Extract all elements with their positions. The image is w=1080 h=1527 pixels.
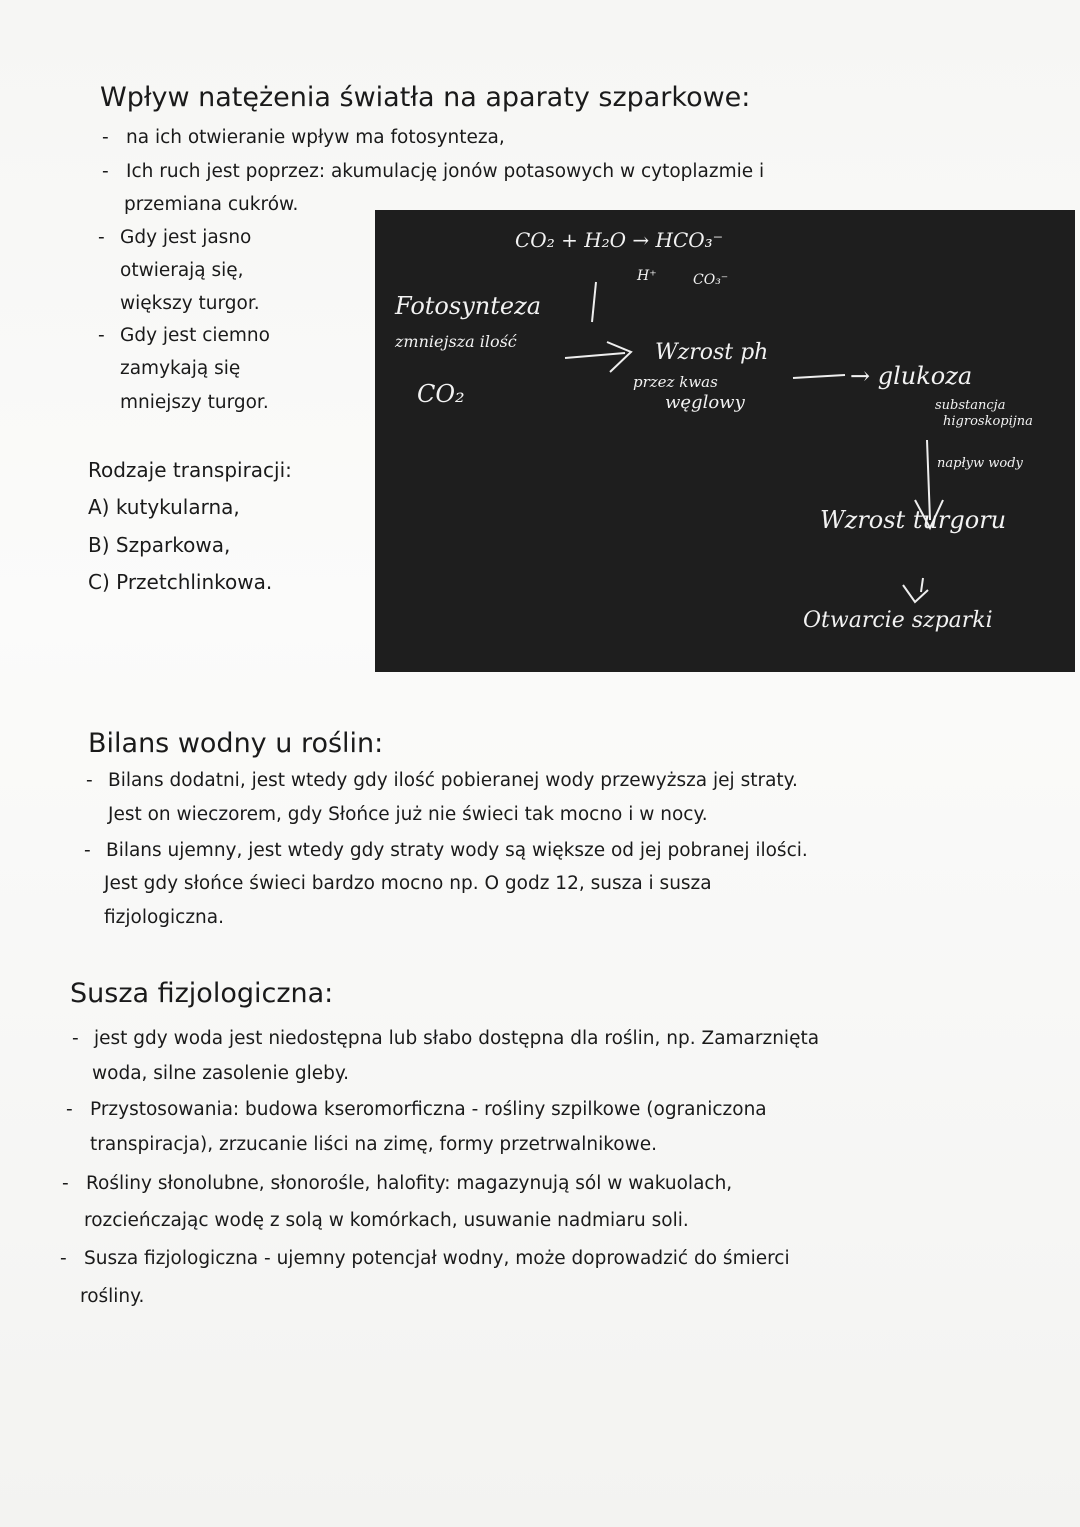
light-text: większy turgor. [120,293,260,314]
transpiration-item: C) Przetchlinkowa. [88,570,273,594]
board-otwarcie: Otwarcie szparki [803,608,993,633]
dark-text: Gdy jest ciemno [120,325,270,346]
drought-line: Przystosowania: budowa kseromorficzna - rośliny szpilkowe (ograniczona [90,1099,767,1120]
dark-text: zamykają się [120,358,241,379]
drought-line: jest gdy woda jest niedostępna lub słabo dostępna dla roślin, np. Zamarznięta [94,1028,820,1049]
bullet-dash: - [72,1028,79,1049]
bullet-dash: - [102,161,109,182]
light-text: otwierają się, [120,260,244,281]
balance-line: Jest on wieczorem, gdy Słońce już nie świeci tak mocno i w nocy. [108,804,708,825]
bullet-dash: - [98,227,105,248]
balance-line: Bilans ujemny, jest wtedy gdy straty wody są większe od jej pobranej ilości. [106,840,808,861]
section-title-water-balance: Bilans wodny u roślin: [88,728,384,759]
board-zmniejsza: zmniejsza ilość [395,332,517,351]
drought-line: rośliny. [80,1286,145,1307]
dark-text: mniejszy turgor. [120,392,269,413]
transpiration-title: Rodzaje transpiracji: [88,458,292,482]
board-ion: H⁺ [637,268,657,284]
blackboard-photo [375,210,1075,672]
transpiration-item: B) Szparkowa, [88,533,231,557]
drought-line: rozcieńczając wodę z solą w komórkach, usuwanie nadmiaru soli. [84,1210,689,1231]
board-fotosynteza: Fotosynteza [395,292,542,320]
bullet-text: na ich otwieranie wpływ ma fotosynteza, [126,127,505,148]
drought-line: Rośliny słonolubne, słonorośle, halofity: magazynują sól w wakuolach, [86,1173,733,1194]
board-naplyw: napływ wody [937,456,1023,471]
bullet-text: przemiana cukrów. [124,194,299,215]
bullet-dash: - [102,127,109,148]
board-substancja: substancja [935,398,1006,413]
board-weglowy: węglowy [665,392,745,413]
board-higroskopijna: higroskopijna [943,414,1033,429]
board-przez: przez kwas [633,373,718,391]
drought-line: transpiracja), zrzucanie liści na zimę, formy przetrwalnikowe. [90,1134,657,1155]
bullet-dash: - [60,1248,67,1269]
bullet-dash: - [84,840,91,861]
bullet-dash: - [86,770,93,791]
board-wzrost-ph: Wzrost ph [655,340,769,365]
board-ion: CO₃⁻ [693,272,729,288]
drought-line: Susza fizjologiczna - ujemny potencjał wodny, może doprowadzić do śmierci [84,1248,790,1269]
transpiration-item: A) kutykularna, [88,495,240,519]
board-wzrost-turgoru: Wzrost turgoru [820,506,1007,534]
bullet-dash: - [66,1099,73,1120]
drought-line: woda, silne zasolenie gleby. [92,1063,350,1084]
section-title-stomata: Wpływ natężenia światła na aparaty szparkowe: [100,82,751,113]
bullet-dash: - [62,1173,69,1194]
board-co2: CO₂ [417,380,465,408]
board-equation: CO₂ + H₂O → HCO₃⁻ [515,228,724,252]
light-text: Gdy jest jasno [120,227,252,248]
bullet-text: Ich ruch jest poprzez: akumulację jonów potasowych w cytoplazmie i [126,161,765,182]
section-title-drought: Susza fizjologiczna: [70,978,334,1009]
balance-line: Jest gdy słońce świeci bardzo mocno np. O godz 12, susza i susza [104,873,712,894]
bullet-dash: - [98,325,105,346]
balance-line: Bilans dodatni, jest wtedy gdy ilość pobieranej wody przewyższa jej straty. [108,770,798,791]
board-glukoza: → glukoza [850,362,973,390]
balance-line: fizjologiczna. [104,907,224,928]
